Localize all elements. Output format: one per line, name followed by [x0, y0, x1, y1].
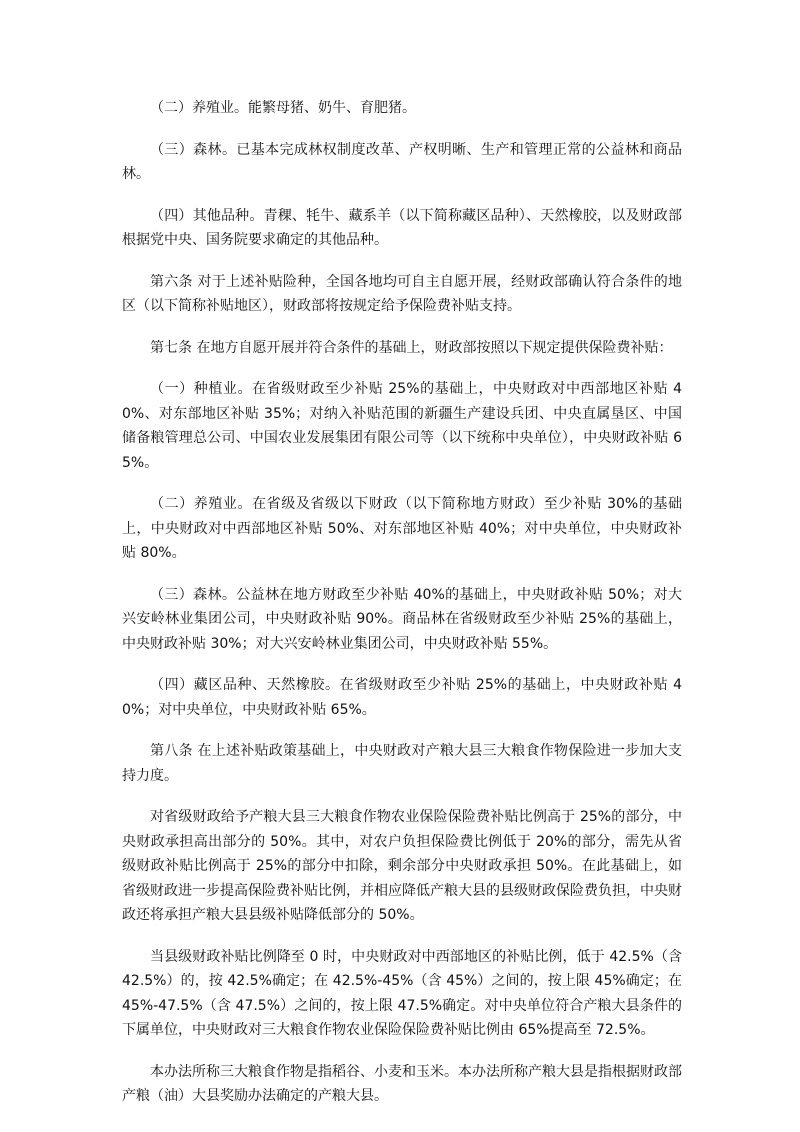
article-7-planting: （一）种植业。在省级财政至少补贴 25%的基础上，中央财政对中西部地区补贴 40%、对东部地区补贴 35%；对纳入补贴范围的新疆生产建设兵团、中央直属垦区、中国储备粮管理总公司、中国农业发展集团有限公司等（以下统称中央单位），中央财政补贴 65%。: [122, 381, 682, 471]
article-8-provincial-share: 对省级财政给予产粮大县三大粮食作物农业保险保险费补贴比例高于 25%的部分，中央财政承担高出部分的 50%。其中，对农户负担保险费比例低于 20%的部分，需先从省级财政补贴比例高于 25%的部分中扣除，剩余部分中央财政承担 50%。在此基础上，如省级财政进一步提高保险费补贴比例，并相应降低产粮大县的县级财政保险费负担，中央财政还将承担产粮大县县级补贴降低部分的 50%。: [122, 809, 682, 923]
document-body: [122, 96, 682, 1126]
article-7-forest: （三）森林。公益林在地方财政至少补贴 40%的基础上，中央财政补贴 50%；对大兴安岭林业集团公司，中央财政补贴 90%。商品林在省级财政至少补贴 25%的基础上，中央财政补贴 30%；对大兴安岭林业集团公司，中央财政补贴 55%。: [122, 586, 682, 652]
definitions-paragraph: 本办法所称三大粮食作物是指稻谷、小麦和玉米。本办法所称产粮大县是指根据财政部产粮（油）大县奖励办法确定的产粮大县。: [122, 1063, 682, 1104]
paragraph-breeding-category: （二）养殖业。能繁母猪、奶牛、育肥猪。: [150, 100, 416, 116]
article-7-tibetan-rubber: （四）藏区品种、天然橡胶。在省级财政至少补贴 25%的基础上，中央财政补贴 40%；对中央单位，中央财政补贴 65%。: [122, 677, 682, 718]
article-7: 第七条 在地方自愿开展并符合条件的基础上，财政部按照以下规定提供保险费补贴：: [150, 339, 673, 356]
article-7-breeding: （二）养殖业。在省级及省级以下财政（以下简称地方财政）至少补贴 30%的基础上，中央财政对中西部地区补贴 50%、对东部地区补贴 40%；对中央单位，中央财政补贴 80%。: [122, 496, 682, 561]
article-8: 第八条 在上述补贴政策基础上，中央财政对产粮大县三大粮食作物保险进一步加大支持力度。: [122, 743, 682, 784]
paragraph-other-category: （四）其他品种。青稞、牦牛、藏系羊（以下简称藏区品种）、天然橡胶，以及财政部根据党中央、国务院要求确定的其他品种。: [122, 207, 682, 248]
article-8-county-zero: 当县级财政补贴比例降至 0 时，中央财政对中西部地区的补贴比例，低于 42.5%（含 42.5%）的，按 42.5%确定；在 42.5%-45%（含 45%）之间的，按上限 45%确定；在 45%-47.5%（含 47.5%）之间的，按上限 47.5%确定。对中央单位符合产粮大县条件的下属单位，中央财政对三大粮食作物农业保险保险费补贴比例由 65%提高至 72.5%。: [122, 948, 682, 1038]
article-6: 第六条 对于上述补贴险种，全国各地均可自主自愿开展，经财政部确认符合条件的地区（以下简称补贴地区），财政部将按规定给予保险费补贴支持。: [122, 273, 682, 314]
paragraph-forest-category: （三）森林。已基本完成林权制度改革、产权明晰、生产和管理正常的公益林和商品林。: [122, 141, 682, 182]
